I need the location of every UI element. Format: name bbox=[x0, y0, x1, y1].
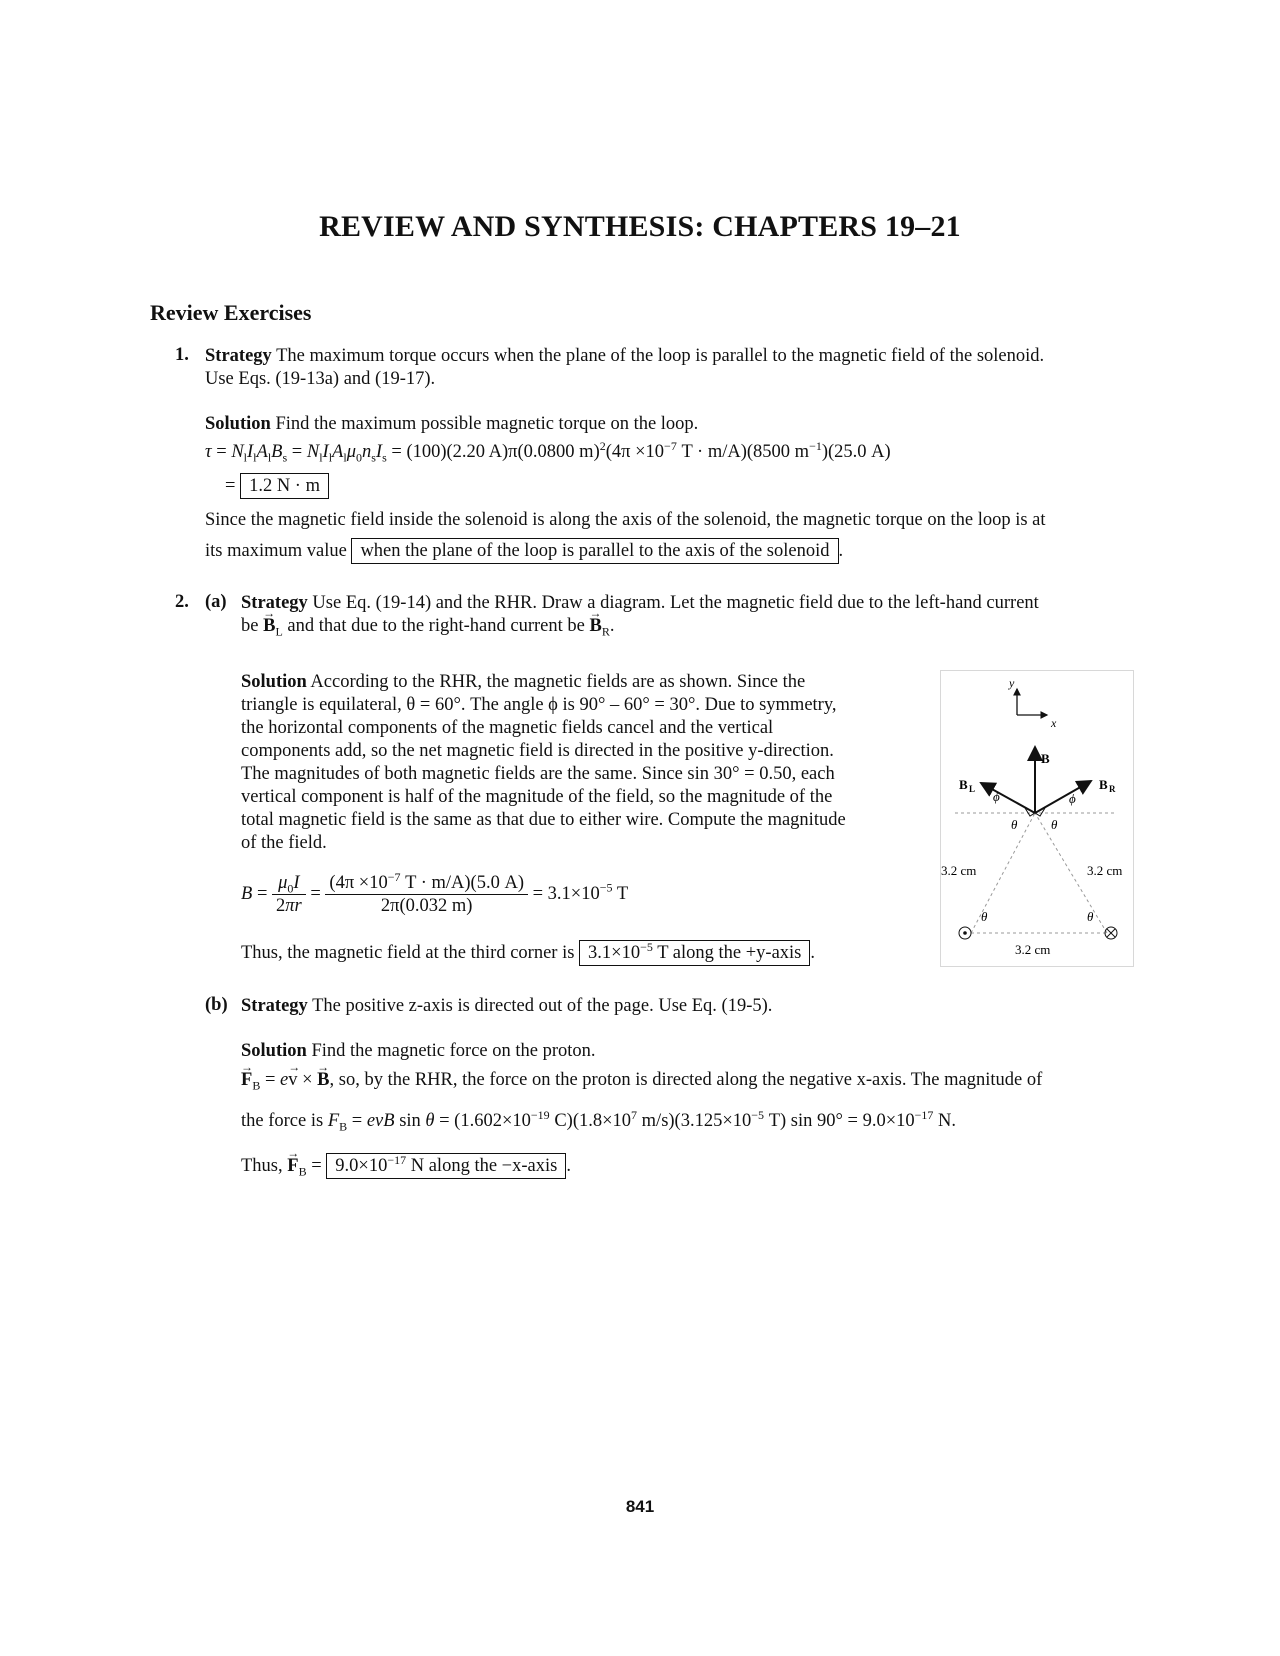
strategy-mid: and that due to the right-hand current be bbox=[287, 616, 585, 636]
exercise1-strategy bbox=[205, 345, 1165, 391]
diagram-svg bbox=[941, 671, 1133, 966]
field-equation: B = $\frac{\mu_0I}{2\pi r}$ = $\frac{(4\pi \times 10^{-7} T \cdot m/A)(5.0 A)}{2\pi(0.032 m)}$ = $3.1\times 10^{-5}$ T bbox=[241, 869, 629, 916]
torque-equation: $\tau = N_lI_lA_lB_s = N_lI_lA_l\mu_0n_sI_s = (100)(2.20$ A)π(0.0800 $m)^2(4\pi \times 10^{-7}$ T · m/A)(8500 $m^{-1})(25.0$ A) bbox=[205, 438, 891, 465]
field-eq-denominator: 2π(0.032 m) bbox=[380, 896, 473, 916]
solution-label: Solution bbox=[205, 414, 271, 434]
part-label: (b) bbox=[205, 995, 228, 1015]
field-diagram bbox=[940, 670, 1134, 967]
solution-line: vertical component is half of the magnitude of the field, so the magnitude of the bbox=[241, 787, 833, 807]
strategy-text: The positive z-axis is directed out of the page. Use Eq. (19-5). bbox=[312, 996, 773, 1016]
field-answer-line: Thus, the magnetic field at the third corner is $3.1\times 10^{-5}$ T along the +y-axis . bbox=[241, 940, 921, 966]
phi-left: ϕ bbox=[993, 789, 1000, 804]
side-left-label: 3.2 cm bbox=[941, 863, 977, 878]
right-field-vector bbox=[1035, 781, 1091, 813]
vector-B: → B bbox=[589, 615, 601, 638]
strategy-text-2: Use Eqs. (19-13a) and (19-17). bbox=[205, 369, 436, 389]
exercise-number: 1. bbox=[175, 345, 189, 365]
strategy-line-1: Use Eq. (19-14) and the RHR. Draw a diagram. Let the magnetic field due to the left-hand current bbox=[312, 593, 1039, 613]
strategy-label: Strategy bbox=[205, 346, 272, 366]
theta-top-left: θ bbox=[1011, 817, 1018, 832]
strategy-label: Strategy bbox=[241, 593, 308, 613]
exercise2a-strategy: Strategy Use Eq. (19-14) and the RHR. Draw a diagram. Let the magnetic field due to the left-hand current be → $B_L$ and that due to the right-hand current be → $B_R$. bbox=[241, 592, 1141, 638]
label-B: B bbox=[1041, 751, 1050, 766]
vector-B: → B bbox=[263, 615, 275, 638]
torque-values-3: T · m/A)(8500 m bbox=[681, 442, 810, 462]
torque-values: = (100)(2.20 A)π(0.0800 m) bbox=[391, 442, 600, 462]
conclusion-lead: its maximum value bbox=[205, 541, 347, 561]
solution-line: triangle is equilateral, θ = 60°. The angle ϕ is 90° – 60° = 30°. Due to symmetry, bbox=[241, 695, 837, 715]
torque-answer-box: 1.2 N · m bbox=[240, 473, 329, 499]
theta-top-right: θ bbox=[1051, 817, 1058, 832]
exercise1-conclusion bbox=[205, 509, 1165, 532]
page-title: REVIEW AND SYNTHESIS: CHAPTERS 19–21 bbox=[319, 210, 961, 243]
part-label: (a) bbox=[205, 592, 227, 612]
strategy-label: Strategy bbox=[241, 996, 308, 1016]
strategy-text: The maximum torque occurs when the plane of the loop is parallel to the magnetic field of the solenoid. bbox=[276, 346, 1045, 366]
exercise-number: 2. bbox=[175, 592, 189, 612]
section-heading: Review Exercises bbox=[150, 300, 312, 325]
theta-bottom-left: θ bbox=[981, 909, 988, 924]
force-answer-line: Thus, → $F_B = 9.0\times 10^{-17}$ N along the −x-axis . bbox=[241, 1153, 1141, 1179]
force-line-1: → $F_B = e\to v$ × → B, so, by the RHR, the force on the proton is directed along the negative x-axis. The magnitude of bbox=[241, 1069, 1141, 1092]
page-number: 841 bbox=[625, 1497, 655, 1516]
torque-answer-line: = 1.2 N · m bbox=[225, 473, 329, 499]
left-field-vector bbox=[981, 783, 1035, 813]
conclusion-answer-box: when the plane of the loop is parallel to the axis of the solenoid bbox=[351, 538, 838, 564]
solution-label: Solution bbox=[241, 672, 307, 692]
solution-line: of the field. bbox=[241, 833, 327, 853]
solution-line: The magnitudes of both magnetic fields are the same. Since sin 30° = 0.50, each bbox=[241, 764, 835, 784]
force-line-2-lead: the force is bbox=[241, 1111, 324, 1131]
y-axis-label: y bbox=[1009, 676, 1015, 690]
field-answer-box: $3.1\times 10^{-5}$ T along the +y-axis bbox=[579, 940, 810, 966]
force-line-2: the force is $F_B$ = evB $\sin \theta = (1.602\times 10^{-19}$ $C)(1.8\times 10^7$ $m/s)(3.125\times 10^{-5}$ T) $\sin 90^\circ = 9.0\times 10^{-17}$ N. bbox=[241, 1107, 957, 1134]
label-BL-sub: L bbox=[969, 784, 976, 794]
label-BR: B bbox=[1099, 777, 1108, 792]
label-BL: B bbox=[959, 777, 968, 792]
field-eq-unit: T bbox=[616, 883, 629, 904]
phi-right: ϕ bbox=[1069, 791, 1076, 806]
solution-line: total magnetic field is the same as that due to either wire. Compute the magnitude bbox=[241, 810, 846, 830]
solution-line: components add, so the net magnetic field is directed in the positive y-direction. bbox=[241, 741, 834, 761]
torque-values-2: (4π ×10 bbox=[605, 442, 665, 462]
strategy-be: be bbox=[241, 616, 259, 636]
thus-text: Thus, the magnetic field at the third corner is bbox=[241, 943, 575, 963]
solution-text: Find the maximum possible magnetic torque on the loop. bbox=[275, 414, 699, 434]
field-eq-numerator-2: T · m/A)(5.0 A) bbox=[405, 873, 524, 893]
field-eq-numerator: (4π ×10 bbox=[329, 873, 388, 893]
theta-bottom-right: θ bbox=[1087, 909, 1094, 924]
exercise2b-solution bbox=[241, 1040, 1141, 1063]
exercise1-solution bbox=[205, 413, 1165, 436]
exercise1-conclusion-2: its maximum value when the plane of the loop is parallel to the axis of the solenoid . bbox=[205, 538, 1165, 564]
side-bottom-label: 3.2 cm bbox=[1015, 942, 1051, 957]
solution-line: the horizontal components of the magnetic fields cancel and the vertical bbox=[241, 718, 774, 738]
force-answer-box: $9.0\times 10^{-17}$ N along the −x-axis bbox=[326, 1153, 566, 1179]
conclusion-line-1: Since the magnetic field inside the solenoid is along the axis of the solenoid, the magnetic torque on the loop is at bbox=[205, 510, 1046, 530]
solution-line: According to the RHR, the magnetic fields are as shown. Since the bbox=[310, 672, 806, 692]
x-axis-label: x bbox=[1051, 716, 1057, 730]
label-BR-sub: R bbox=[1109, 784, 1116, 794]
exercise2b-strategy bbox=[241, 995, 1141, 1018]
force-line-1-tail: so, by the RHR, the force on the proton is directed along the negative x-axis. The magnitude of bbox=[338, 1070, 1043, 1090]
solution-label: Solution bbox=[241, 1041, 307, 1061]
field-eq-result: = 3.1×10 bbox=[532, 883, 600, 904]
torque-values-4: )(25.0 A) bbox=[821, 442, 891, 462]
exercise2a-solution bbox=[241, 671, 921, 855]
b-thus: Thus, bbox=[241, 1156, 283, 1176]
solution-text: Find the magnetic force on the proton. bbox=[311, 1041, 596, 1061]
side-right-label: 3.2 cm bbox=[1087, 863, 1123, 878]
